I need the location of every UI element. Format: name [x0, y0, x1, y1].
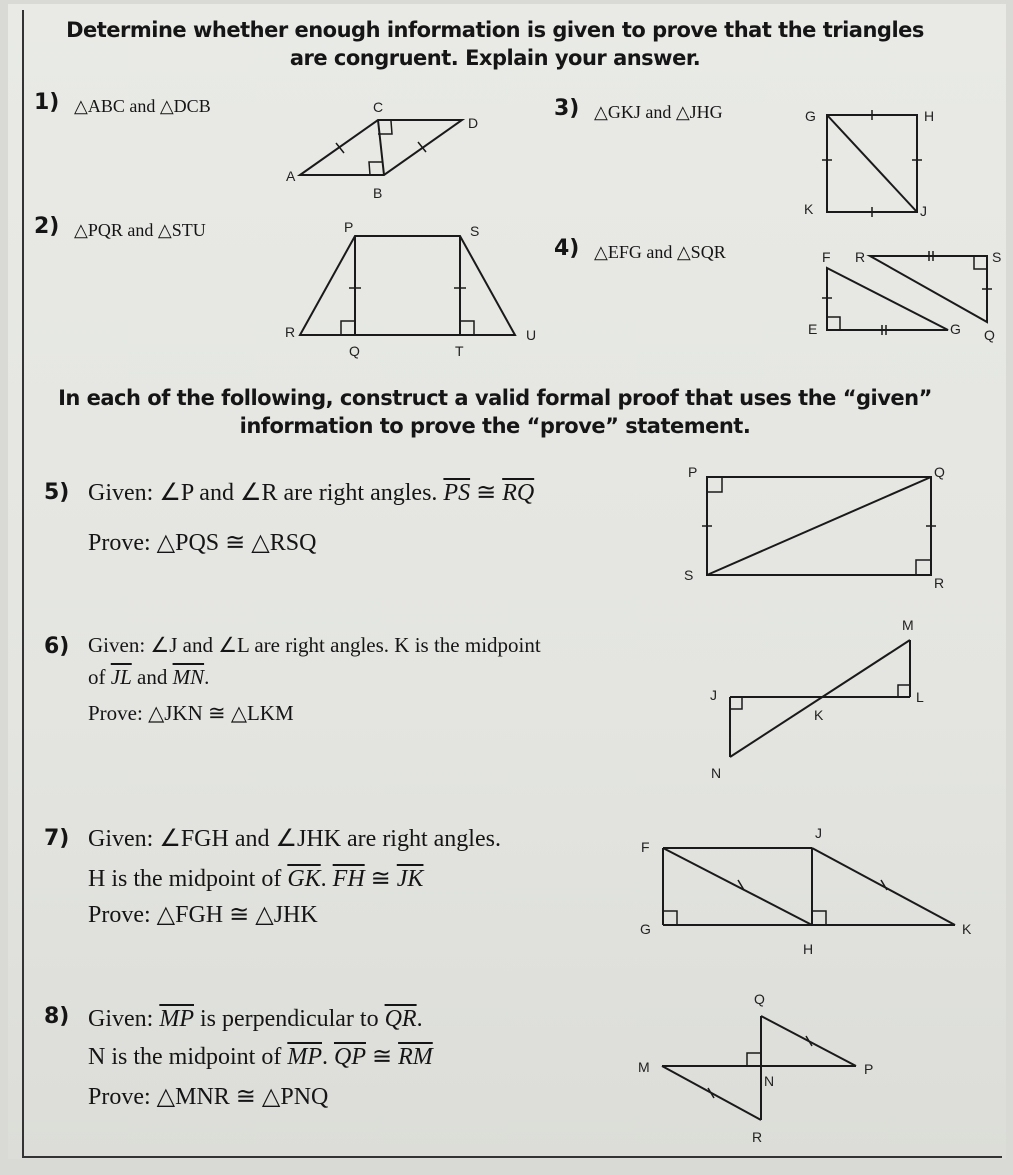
vertex-label: K	[804, 201, 814, 217]
right-angle-mark	[747, 1053, 761, 1066]
diagonal-sq	[707, 477, 931, 575]
problem-text: △GKJ and △JHG	[594, 102, 723, 122]
problem-number: 1)	[34, 90, 60, 115]
figure-7-triangles	[640, 825, 972, 957]
vertex-label: C	[373, 99, 384, 115]
segment: $\overline{QR}$	[384, 1006, 417, 1032]
vertex-label: T	[455, 343, 464, 359]
right-angle-mark	[974, 256, 987, 269]
segment: $\overline{MP}$	[287, 1044, 322, 1070]
vertex-label: P	[344, 219, 354, 235]
vertex-label: A	[286, 168, 296, 184]
diagonal-cb	[378, 120, 384, 175]
problem-text: △ABC and △DCB	[74, 96, 211, 116]
figure-6-triangles	[710, 617, 924, 781]
heading-line: In each of the following, construct a valid formal proof that uses the “given”	[58, 386, 932, 410]
vertex-label: M	[638, 1059, 650, 1075]
vertex-label: G	[640, 921, 651, 937]
vertex-label: J	[920, 203, 927, 219]
segment: $\overline{JL}$	[110, 665, 132, 689]
right-angle-mark	[663, 911, 677, 925]
vertex-label: H	[803, 941, 814, 957]
segment-fh	[663, 848, 812, 925]
vertex-label: L	[916, 689, 924, 705]
right-angle-mark	[916, 560, 931, 575]
segment: $\overline{MP}$	[159, 1006, 194, 1032]
trapezoid-prus	[300, 236, 515, 335]
segment: $\overline{FH}$	[332, 866, 365, 892]
vertex-label: R	[752, 1129, 763, 1145]
right-angle-mark	[730, 697, 742, 709]
given-text: .	[204, 665, 210, 689]
figure-2-trapezoid	[285, 219, 536, 359]
vertex-label: M	[902, 617, 914, 633]
vertex-label: Q	[984, 327, 995, 343]
vertex-label: F	[641, 839, 650, 855]
given-text: N is the midpoint of	[88, 1044, 288, 1070]
vertex-label: S	[470, 223, 480, 239]
vertex-label: J	[710, 687, 717, 703]
triangle-rsq	[870, 256, 987, 322]
segment-jk	[812, 848, 955, 925]
segment: $\overline{JK}$	[396, 866, 424, 892]
heading-line: information to prove the “prove” statement.	[239, 414, 751, 438]
prove-statement: Prove: △JKN ≅ △LKM	[88, 701, 294, 725]
right-angle-mark	[460, 321, 474, 335]
vertex-label: S	[992, 249, 1002, 265]
given-text: H is the midpoint of	[88, 866, 288, 892]
vertex-label: H	[924, 108, 935, 124]
vertex-label: G	[950, 321, 961, 337]
segment-nm	[730, 640, 910, 757]
vertex-label: R	[855, 249, 866, 265]
given-text: .	[320, 866, 333, 892]
right-angle-mark	[827, 317, 840, 330]
right-angle-mark	[812, 911, 826, 925]
figure-3-square	[804, 108, 934, 219]
vertex-label: N	[711, 765, 722, 781]
vertex-label: D	[468, 115, 479, 131]
congruent-symbol: ≅	[365, 1044, 399, 1070]
segment: $\overline{MN}$	[172, 665, 205, 689]
vertex-label: J	[815, 825, 822, 841]
segment: $\overline{RM}$	[398, 1044, 433, 1070]
vertex-label: G	[805, 108, 816, 124]
right-angle-mark	[898, 685, 910, 697]
vertex-label: K	[814, 707, 824, 723]
vertex-label: Q	[349, 343, 360, 359]
vertex-label: B	[373, 185, 383, 201]
heading-line: Determine whether enough information is given to prove that the triangles	[66, 18, 924, 42]
problem-number: 2)	[34, 214, 60, 239]
vertex-label: U	[526, 327, 537, 343]
congruent-symbol: ≅	[364, 866, 397, 892]
vertex-label: Q	[934, 464, 945, 480]
given-text: .	[416, 1006, 423, 1032]
figure-1-parallelogram	[286, 99, 478, 201]
segment: $\overline{QP}$	[333, 1044, 366, 1070]
given-text: Given:	[88, 1006, 160, 1032]
congruent-symbol: ≅	[470, 480, 503, 506]
problem-text: △EFG and △SQR	[594, 242, 726, 262]
vertex-label: P	[688, 464, 698, 480]
vertex-label: N	[764, 1073, 775, 1089]
right-angle-mark	[707, 477, 722, 492]
vertex-label: Q	[754, 991, 765, 1007]
segment: $\overline{RQ}$	[502, 480, 535, 506]
segment: $\overline{GK}$	[287, 866, 321, 892]
right-angle-mark	[369, 162, 383, 175]
vertex-label: E	[808, 321, 818, 337]
problem-number: 4)	[554, 236, 580, 261]
given-text: of	[88, 665, 111, 689]
given-text: .	[321, 1044, 334, 1070]
segment: $\overline{PS}$	[443, 480, 471, 506]
problem-number: 3)	[554, 96, 580, 121]
vertex-label: K	[962, 921, 972, 937]
prove-statement: Prove: △MNR ≅ △PNQ	[88, 1084, 329, 1110]
problem-number: 8)	[44, 1004, 70, 1029]
problem-number: 6)	[44, 634, 70, 659]
problem-number: 7)	[44, 826, 70, 851]
right-angle-mark	[341, 321, 355, 335]
figure-4-triangles	[808, 249, 1001, 343]
vertex-label: S	[684, 567, 694, 583]
figure-5-rectangle	[684, 464, 945, 591]
diagonal-gj	[827, 115, 917, 212]
triangle-efg	[827, 268, 948, 330]
given-text: Given: ∠P and ∠R are right angles.	[88, 480, 444, 506]
figure-8-triangles	[638, 991, 873, 1145]
problem-text: △PQR and △STU	[74, 220, 206, 240]
vertex-label: R	[934, 575, 945, 591]
prove-statement: Prove: △PQS ≅ △RSQ	[88, 530, 317, 556]
given-statement: Given: ∠FGH and ∠JHK are right angles.	[88, 826, 501, 852]
heading-line: are congruent. Explain your answer.	[289, 46, 701, 70]
vertex-label: P	[864, 1061, 874, 1077]
given-text: is perpendicular to	[193, 1006, 385, 1032]
vertex-label: R	[285, 324, 296, 340]
given-text: and	[131, 665, 173, 689]
prove-statement: Prove: △FGH ≅ △JHK	[88, 902, 318, 928]
problem-number: 5)	[44, 480, 70, 505]
vertex-label: F	[822, 249, 831, 265]
given-statement: Given: ∠J and ∠L are right angles. K is the midpoint	[88, 633, 541, 657]
